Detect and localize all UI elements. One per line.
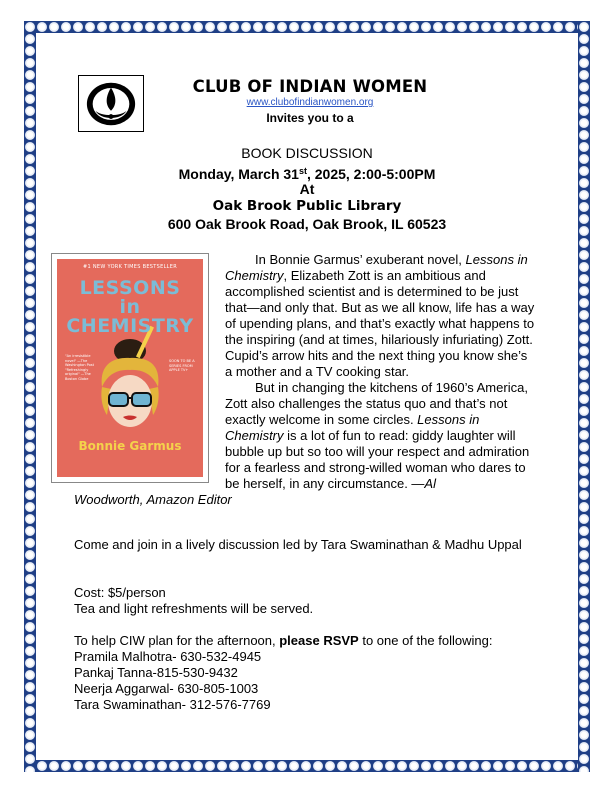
border-left — [24, 21, 36, 772]
review-attribution-start: —Al — [411, 476, 436, 491]
review-p2-start: But in changing the kitchens of 1960’s America, Zott also challenges the status quo and that’s not exactly welcome in some circles. — [225, 380, 528, 427]
cover-title-line1: LESSONS — [79, 277, 181, 299]
review-p1-rest: , Elizabeth Zott is an ambitious and accomplished scientist and is determined to be just that—and only that. But as we all know, life has a way of upending plans, and that’s exactly what happens to the inspiring (and at times, hilariously infuriating) Zott. Cupid’s arrow hits and the next thing you know she’s a mother and a TV cooking star. — [225, 268, 535, 379]
event-venue: Oak Brook Public Library — [212, 198, 402, 214]
refreshments-info: Tea and light refreshments will be served. — [74, 601, 314, 616]
rsvp-emphasis: please RSVP — [279, 633, 359, 648]
cover-title — [57, 279, 203, 336]
book-cover-image — [51, 253, 209, 483]
review-paragraph-2 — [225, 380, 537, 492]
event-date-suffix: , 2025, 2:00-5:00PM — [306, 166, 436, 182]
review-paragraph-1 — [225, 252, 537, 380]
event-title: BOOK DISCUSSION — [241, 145, 373, 161]
cover-title-line2: in — [119, 296, 141, 318]
contact-item: Tara Swaminathan- 312-576-7769 — [74, 697, 271, 712]
cover-quote-left: "An irresistible novel" —The Washington Post "Refreshingly original" —The Boston Globe — [65, 354, 95, 381]
rsvp-info — [74, 633, 554, 649]
event-date-prefix: Monday, March 31 — [178, 166, 299, 182]
review-p2-book-title: Lessons in Chemistry — [225, 412, 480, 443]
review-p2-rest: is a lot of fun to read: giddy laughter will bubble up but so too will your respect and admiration for a fearless and strong-willed woman who dares to be herself, in any circumstance. — [225, 428, 530, 491]
rsvp-end: to one of the following: — [358, 633, 493, 648]
logo-emblem-icon — [79, 76, 143, 131]
cost-info: Cost: $5/person — [74, 585, 166, 600]
contact-item: Pankaj Tanna-815-530-9432 — [74, 665, 238, 680]
club-logo — [78, 75, 144, 132]
review-attribution-end: Woodworth, Amazon Editor — [74, 492, 232, 507]
review-p1-start: In Bonnie Garmus’ exuberant novel, — [255, 252, 466, 267]
event-date-ordinal: st — [298, 166, 307, 176]
cover-tagline: #1 NEW YORK TIMES BESTSELLER — [83, 264, 177, 270]
discussion-info: Come and join in a lively discussion led by Tara Swaminathan & Madhu Uppal — [74, 537, 522, 552]
border-bottom — [24, 760, 590, 772]
invites-text: Invites you to a — [266, 111, 354, 125]
contact-item: Pramila Malhotra- 630-532-4945 — [74, 649, 262, 664]
border-right — [578, 21, 590, 772]
book-cover — [57, 259, 203, 477]
cover-quote-right: SOON TO BE A SERIES FROM APPLE TV+ — [169, 359, 195, 372]
contact-item: Neerja Aggarwal- 630-805-1003 — [74, 681, 259, 696]
cover-title-line3: CHEMISTRY — [66, 315, 194, 337]
review-attribution — [74, 492, 538, 508]
review-p1-book-title: Lessons in Chemistry — [225, 252, 528, 283]
border-top — [24, 21, 590, 33]
org-title: CLUB OF INDIAN WOMEN — [192, 77, 428, 96]
event-at: At — [299, 181, 315, 197]
event-address: 600 Oak Brook Road, Oak Brook, IL 60523 — [167, 216, 447, 232]
cover-author: Bonnie Garmus — [78, 439, 182, 453]
org-website-link[interactable]: www.clubofindianwomen.org — [246, 97, 374, 108]
event-date — [112, 163, 502, 183]
rsvp-start: To help CIW plan for the afternoon, — [74, 633, 280, 648]
